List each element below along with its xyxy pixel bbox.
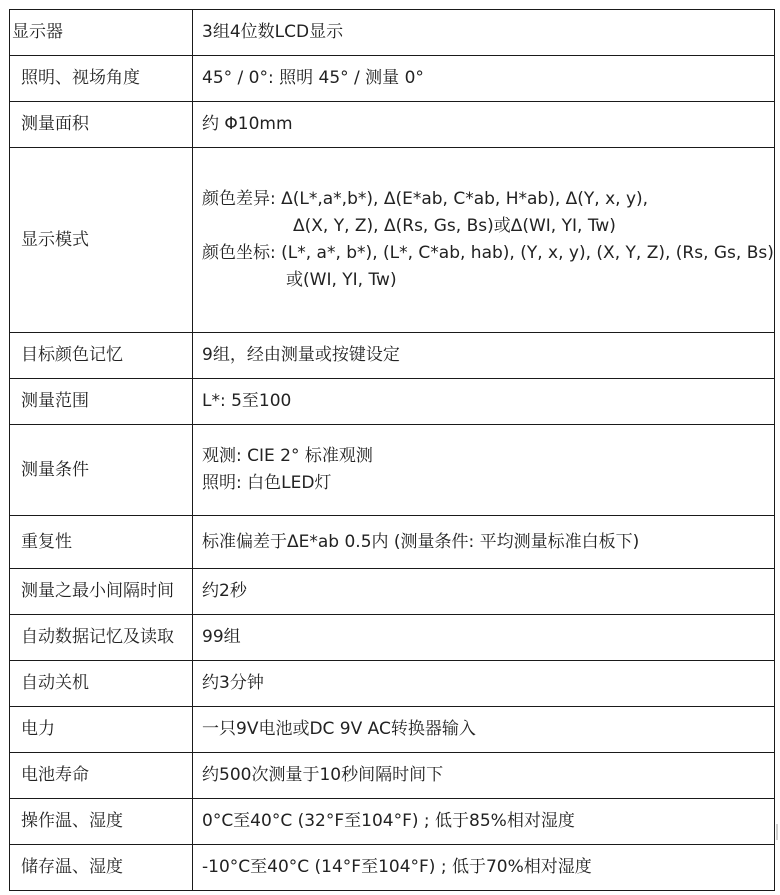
table-row — [10, 102, 775, 148]
spec-label: 测量条件 — [10, 425, 193, 516]
spec-value: L*: 5至100 — [193, 379, 775, 425]
spec-label: 照明、视场角度 — [10, 56, 193, 102]
observer-line: 观测: CIE 2° 标准观测 — [202, 446, 373, 466]
spec-value: 约 Φ10mm — [193, 102, 775, 148]
scrollbar-thumb[interactable] — [776, 824, 778, 840]
spec-label: 储存温、湿度 — [10, 845, 193, 891]
spec-label: 测量范围 — [10, 379, 193, 425]
spec-label: 显示器 — [10, 10, 193, 56]
spec-label: 电力 — [10, 707, 193, 753]
spec-value: 标准偏差于ΔE*ab 0.5内 (测量条件: 平均测量标准白板下) — [193, 516, 775, 569]
spec-table — [9, 9, 775, 891]
table-row — [10, 615, 775, 661]
spec-value-multiline — [193, 425, 775, 516]
table-row — [10, 799, 775, 845]
table-row — [10, 425, 775, 516]
table-row — [10, 148, 775, 333]
spec-label: 电池寿命 — [10, 753, 193, 799]
spec-value: 约3分钟 — [193, 661, 775, 707]
color-diff-line-1: 颜色差异: Δ(L*,a*,b*), Δ(E*ab, C*ab, H*ab), Δ(Y, x, y), — [202, 189, 649, 209]
spec-value: 约500次测量于10秒间隔时间下 — [193, 753, 775, 799]
color-coord-line-2: 或(WI, YI, Tw) — [286, 270, 397, 290]
table-row — [10, 753, 775, 799]
spec-label: 自动关机 — [10, 661, 193, 707]
spec-label: 目标颜色记忆 — [10, 333, 193, 379]
spec-label: 显示模式 — [10, 148, 193, 333]
color-diff-line-2: Δ(X, Y, Z), Δ(Rs, Gs, Bs)或Δ(WI, YI, Tw) — [293, 216, 616, 236]
spec-value-multiline — [193, 148, 775, 333]
spec-value: 3组4位数LCD显示 — [193, 10, 775, 56]
spec-value: 9组，经由测量或按键设定 — [193, 333, 775, 379]
spec-label: 自动数据记忆及读取 — [10, 615, 193, 661]
spec-value: -10°C至40°C (14°F至104°F) ; 低于70%相对湿度 — [193, 845, 775, 891]
spec-label: 操作温、湿度 — [10, 799, 193, 845]
spec-value: 0°C至40°C (32°F至104°F) ; 低于85%相对湿度 — [193, 799, 775, 845]
table-row — [10, 661, 775, 707]
table-row — [10, 379, 775, 425]
spec-label: 测量之最小间隔时间 — [10, 569, 193, 615]
spec-value: 99组 — [193, 615, 775, 661]
table-row — [10, 569, 775, 615]
table-row — [10, 10, 775, 56]
illumination-line: 照明: 白色LED灯 — [202, 473, 332, 493]
spec-label: 重复性 — [10, 516, 193, 569]
spec-value: 约2秒 — [193, 569, 775, 615]
table-row — [10, 333, 775, 379]
table-row — [10, 516, 775, 569]
color-coord-line-1: 颜色坐标: (L*, a*, b*), (L*, C*ab, hab), (Y, x, y), (X, Y, Z), (Rs, Gs, Bs) — [202, 243, 774, 263]
table-row — [10, 845, 775, 891]
spec-value: 一只9V电池或DC 9V AC转换器输入 — [193, 707, 775, 753]
table-row — [10, 56, 775, 102]
spec-label: 测量面积 — [10, 102, 193, 148]
table-row — [10, 707, 775, 753]
spec-value: 45° / 0°: 照明 45° / 测量 0° — [193, 56, 775, 102]
